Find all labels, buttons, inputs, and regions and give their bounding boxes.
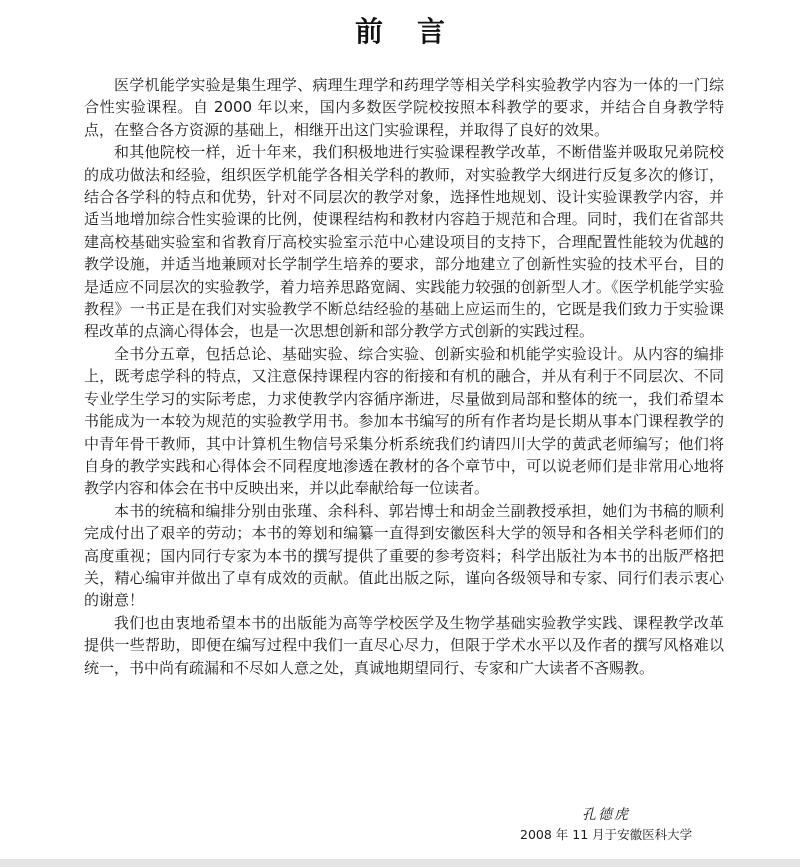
- paragraph-5: 我们也由衷地希望本书的出版能为高等学校医学及生物学基础实验教学实践、课程教学改革提供一些帮助，即便在编写过程中我们一直尽心尽力，但限于学术水平以及作者的撰写风格难以统一，书中尚有疏漏和不尽如人意之处，真诚地期望同行、专家和广大读者不吝赐教。: [84, 613, 724, 677]
- page-title: 前言: [354, 15, 479, 48]
- paragraph-2: 和其他院校一样，近十年来，我们积极地进行实验课程教学改革，不断借鉴并吸取兄弟院校的成功做法和经验，组织医学机能学各相关学科的教师，对实验教学大纲进行反复多次的修订，结合各学科的特点和优势，针对不同层次的教学对象，选择性地规划、设计实验课教学内容，并适当地增加综合性实验课的比例，使课程结构和教材内容趋于规范和合理。同时，我们在省部共建高校基础实验室和省教育厅高校实验室示范中心建设项目的支持下，合理配置性能较为优越的教学设施，并适当地兼顾对长学制学生培养的要求，部分地建立了创新性实验的技术平台，目的是适应不同层次的实验教学，着力培养思路宽阔、实践能力较强的创新型人才。《医学机能学实验教程》一书正是在我们对实验教学不断总结经验的基础上应运而生的，它既是我们致力于实验课程改革的点滴心得体会，也是一次思想创新和部分教学方式创新的实践过程。: [84, 143, 724, 341]
- paragraph-3: 全书分五章，包括总论、基础实验、综合实验、创新实验和机能学实验设计。从内容的编排上，既考虑学科的特点，又注意保持课程内容的衔接和有机的融合，并从有利于不同层次、不同专业学生学习的实际考虑，力求使教学内容循序渐进，尽量做到局部和整体的统一，我们希望本书能成为一本较为规范的实验教学用书。参加本书编写的所有作者均是长期从事本门课程教学的中青年骨干教师，其中计算机生物信号采集分析系统我们约请四川大学的黄武老师编写；他们将自身的教学实践和心得体会不同程度地渗透在教材的各个章节中，可以说老师们是非常用心地将教学内容和体会在书中反映出来，并以此奉献给每一位读者。: [84, 344, 724, 498]
- preface-body: [84, 74, 724, 679]
- dateline: 2008 年 11 月于安徽医科大学: [520, 827, 693, 842]
- author-signature: 孔德虎: [582, 807, 630, 823]
- page-bottom-edge: [0, 859, 800, 867]
- paragraph-1: 医学机能学实验是集生理学、病理生理学和药理学等相关学科实验教学内容为一体的一门综合性实验课程。自 2000 年以来，国内多数医学院校按照本科教学的要求，并结合自身教学特点，在整合各方资源的基础上，相继开出这门实验课程，并取得了良好的效果。: [84, 76, 724, 139]
- paragraph-4: 本书的统稿和编排分别由张瑾、余科科、郭岩博士和胡金兰副教授承担，她们为书稿的顺利完成付出了艰辛的劳动；本书的筹划和编纂一直得到安徽医科大学的领导和各相关学科老师们的高度重视；国内同行专家为本书的撰写提供了重要的参考资料；科学出版社为本书的出版严格把关，精心编审并做出了卓有成效的贡献。值此出版之际，谨向各级领导和专家、同行们表示衷心的谢意！: [84, 501, 724, 610]
